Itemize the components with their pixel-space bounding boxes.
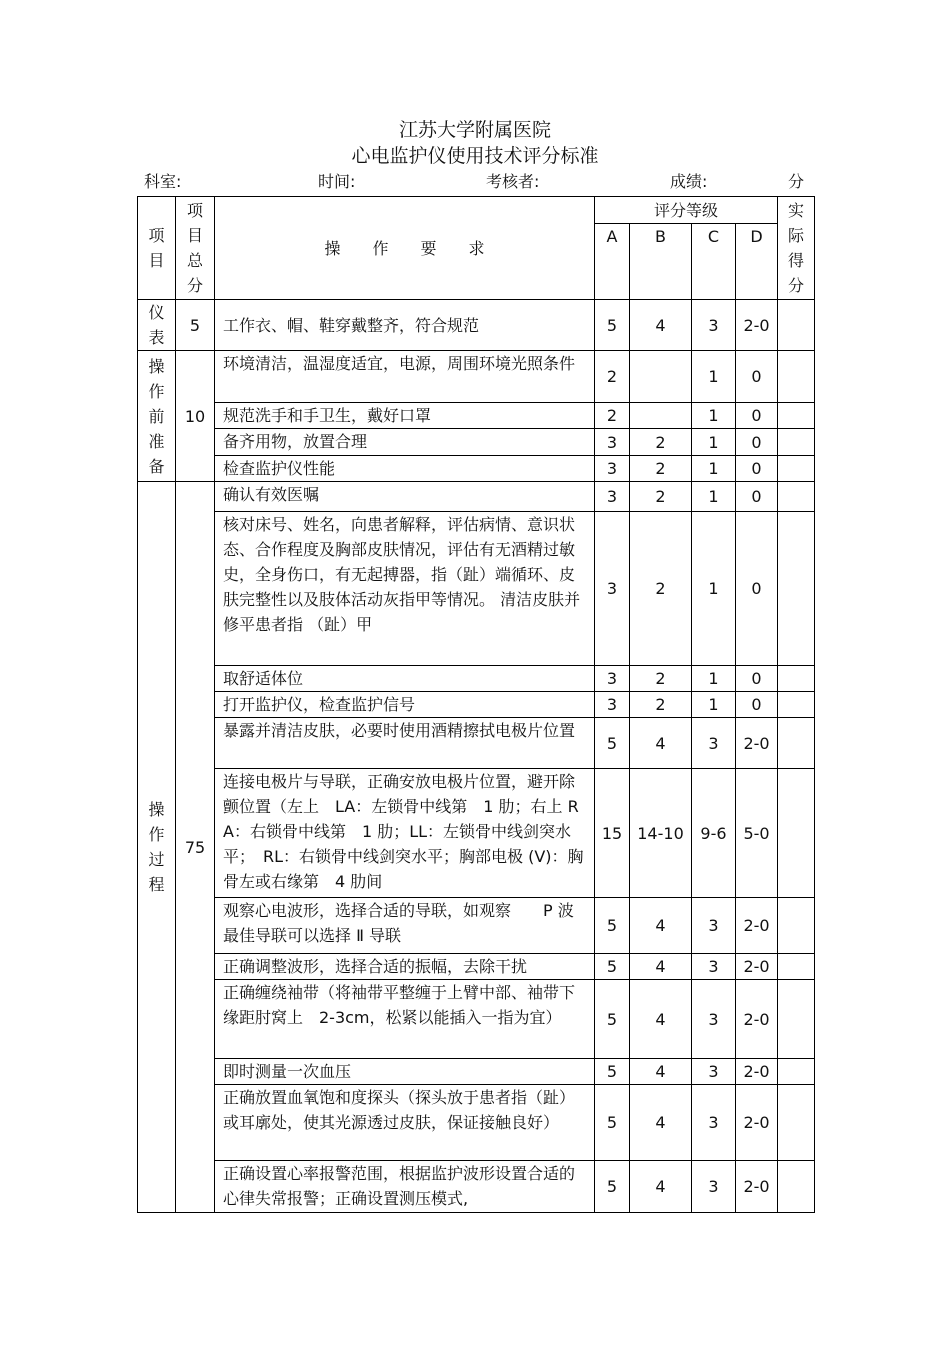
examiner-label: 考核者: xyxy=(486,172,540,191)
requirement-text: 工作衣、帽、鞋穿戴整齐，符合规范 xyxy=(215,300,595,351)
table-row xyxy=(138,980,815,1059)
score-d: 2-0 xyxy=(736,1085,778,1161)
score-a: 2 xyxy=(595,403,630,429)
header-grade-a: A xyxy=(595,224,630,300)
table-row xyxy=(138,429,815,456)
requirement-text: 环境清洁，温湿度适宜，电源，周围环境光照条件 xyxy=(215,351,595,403)
score-a: 5 xyxy=(595,898,630,954)
score-a: 3 xyxy=(595,482,630,512)
score-c: 3 xyxy=(692,980,736,1059)
score-d: 0 xyxy=(736,666,778,692)
score-a: 5 xyxy=(595,1059,630,1085)
score-b xyxy=(630,403,692,429)
score-a: 5 xyxy=(595,718,630,769)
hospital-name: 江苏大学附属医院 xyxy=(398,119,551,141)
score-d: 0 xyxy=(736,512,778,666)
score-b: 4 xyxy=(630,300,692,351)
requirement-text: 观察心电波形，选择合适的导联，如观察 P 波最佳导联可以选择 Ⅱ 导联 xyxy=(215,898,595,954)
score-c: 1 xyxy=(692,512,736,666)
score-d: 0 xyxy=(736,456,778,482)
actual-score-cell[interactable] xyxy=(778,456,815,482)
table-row xyxy=(138,1059,815,1085)
score-b: 2 xyxy=(630,482,692,512)
score-b: 2 xyxy=(630,512,692,666)
scoring-table xyxy=(137,196,815,1213)
score-a: 5 xyxy=(595,1085,630,1161)
score-b: 4 xyxy=(630,954,692,980)
score-d: 2-0 xyxy=(736,954,778,980)
section-name: 操作过程 xyxy=(138,482,176,1213)
score-d: 0 xyxy=(736,482,778,512)
requirement-text: 正确缠绕袖带（将袖带平整缠于上臂中部、袖带下缘距肘窝上 2-3cm，松紧以能插入一指为宜） xyxy=(215,980,595,1059)
score-c: 1 xyxy=(692,351,736,403)
requirement-text: 即时测量一次血压 xyxy=(215,1059,595,1085)
header-actual: 实际得分 xyxy=(778,197,815,300)
score-a: 3 xyxy=(595,456,630,482)
score-b: 4 xyxy=(630,718,692,769)
score-d: 2-0 xyxy=(736,898,778,954)
score-a: 3 xyxy=(595,692,630,718)
score-b: 2 xyxy=(630,666,692,692)
header-grade-d: D xyxy=(736,224,778,300)
table-row xyxy=(138,1161,815,1213)
table-row xyxy=(138,351,815,403)
table-row xyxy=(138,1085,815,1161)
score-c: 3 xyxy=(692,1085,736,1161)
score-c: 3 xyxy=(692,718,736,769)
table-row xyxy=(138,769,815,898)
score-d: 2-0 xyxy=(736,980,778,1059)
actual-score-cell[interactable] xyxy=(778,1085,815,1161)
section-total: 75 xyxy=(176,482,215,1213)
score-c: 3 xyxy=(692,1059,736,1085)
actual-score-cell[interactable] xyxy=(778,482,815,512)
table-row xyxy=(138,692,815,718)
section-total: 5 xyxy=(176,300,215,351)
actual-score-cell[interactable] xyxy=(778,692,815,718)
table-row xyxy=(138,718,815,769)
actual-score-cell[interactable] xyxy=(778,1059,815,1085)
score-b: 14-10 xyxy=(630,769,692,898)
score-d: 2-0 xyxy=(736,718,778,769)
table-row xyxy=(138,512,815,666)
table-row xyxy=(138,403,815,429)
requirement-text: 暴露并清洁皮肤，必要时使用酒精擦拭电极片位置 xyxy=(215,718,595,769)
score-a: 5 xyxy=(595,980,630,1059)
header-grade-b: B xyxy=(630,224,692,300)
actual-score-cell[interactable] xyxy=(778,300,815,351)
table-row xyxy=(138,300,815,351)
requirement-text: 打开监护仪，检查监护信号 xyxy=(215,692,595,718)
requirement-text: 检查监护仪性能 xyxy=(215,456,595,482)
actual-score-cell[interactable] xyxy=(778,898,815,954)
score-a: 5 xyxy=(595,954,630,980)
section-name: 操作前准备 xyxy=(138,351,176,482)
score-d: 0 xyxy=(736,429,778,456)
table-row xyxy=(138,954,815,980)
score-c: 1 xyxy=(692,692,736,718)
score-d: 0 xyxy=(736,692,778,718)
score-c: 3 xyxy=(692,898,736,954)
score-c: 1 xyxy=(692,429,736,456)
requirement-text: 确认有效医嘱 xyxy=(215,482,595,512)
score-d: 2-0 xyxy=(736,1161,778,1213)
actual-score-cell[interactable] xyxy=(778,666,815,692)
actual-score-cell[interactable] xyxy=(778,512,815,666)
requirement-text: 规范洗手和手卫生，戴好口罩 xyxy=(215,403,595,429)
score-d: 0 xyxy=(736,403,778,429)
score-d: 2-0 xyxy=(736,1059,778,1085)
score-d: 5-0 xyxy=(736,769,778,898)
score-b: 4 xyxy=(630,1161,692,1213)
actual-score-cell[interactable] xyxy=(778,718,815,769)
score-c: 9-6 xyxy=(692,769,736,898)
actual-score-cell[interactable] xyxy=(778,1161,815,1213)
score-c: 1 xyxy=(692,482,736,512)
score-c: 3 xyxy=(692,300,736,351)
score-a: 15 xyxy=(595,769,630,898)
score-label: 成绩: xyxy=(670,172,708,191)
section-name: 仪表 xyxy=(138,300,176,351)
score-unit: 分 xyxy=(788,172,805,191)
requirement-text: 核对床号、姓名，向患者解释，评估病情、意识状态、合作程度及胸部皮肤情况，评估有无酒精过敏史，全身伤口，有无起搏器，指（趾）端循环、皮肤完整性以及肢体活动灰指甲等情况。 清洁皮肤并修平患者指 （趾）甲 xyxy=(215,512,595,666)
actual-score-cell[interactable] xyxy=(778,954,815,980)
requirement-text: 取舒适体位 xyxy=(215,666,595,692)
score-d: 0 xyxy=(736,351,778,403)
requirement-text: 正确调整波形，选择合适的振幅，去除干扰 xyxy=(215,954,595,980)
actual-score-cell[interactable] xyxy=(778,351,815,403)
requirement-text: 连接电极片与导联，正确安放电极片位置，避开除颤位置（左上 LA：左锁骨中线第 1 肋；右上 RA：右锁骨中线第 1 肋；LL：左锁骨中线剑突水平； RL：右锁骨中线剑突水平；胸部电极 (V)：胸骨左或右缘第 4 肋间 xyxy=(215,769,595,898)
table-row xyxy=(138,482,815,512)
score-a: 3 xyxy=(595,429,630,456)
score-b: 4 xyxy=(630,1085,692,1161)
requirement-text: 正确放置血氧饱和度探头（探头放于患者指（趾）或耳廓处，使其光源透过皮肤，保证接触良好） xyxy=(215,1085,595,1161)
requirement-text: 备齐用物，放置合理 xyxy=(215,429,595,456)
score-a: 5 xyxy=(595,300,630,351)
score-b xyxy=(630,351,692,403)
score-b: 2 xyxy=(630,429,692,456)
score-d: 2-0 xyxy=(736,300,778,351)
actual-score-cell[interactable] xyxy=(778,980,815,1059)
score-c: 3 xyxy=(692,1161,736,1213)
table-row xyxy=(138,456,815,482)
score-b: 4 xyxy=(630,1059,692,1085)
score-c: 1 xyxy=(692,456,736,482)
department-label: 科室: xyxy=(144,172,182,191)
requirement-text: 正确设置心率报警范围，根据监护波形设置合适的心律失常报警；正确设置测压模式, xyxy=(215,1161,595,1213)
score-b: 4 xyxy=(630,980,692,1059)
score-b: 2 xyxy=(630,456,692,482)
table-row xyxy=(138,666,815,692)
header-grade-c: C xyxy=(692,224,736,300)
header-grade: 评分等级 xyxy=(595,197,778,224)
score-b: 2 xyxy=(630,692,692,718)
actual-score-cell[interactable] xyxy=(778,403,815,429)
score-b: 4 xyxy=(630,898,692,954)
header-item: 项目 xyxy=(138,197,176,300)
time-label: 时间: xyxy=(318,172,356,191)
score-a: 3 xyxy=(595,512,630,666)
document-title: 心电监护仪使用技术评分标准 xyxy=(351,145,599,167)
actual-score-cell[interactable] xyxy=(778,769,815,898)
score-c: 3 xyxy=(692,954,736,980)
score-a: 5 xyxy=(595,1161,630,1213)
actual-score-cell[interactable] xyxy=(778,429,815,456)
header-requirements: 操 作 要 求 xyxy=(215,197,595,300)
score-a: 2 xyxy=(595,351,630,403)
table-row xyxy=(138,898,815,954)
score-c: 1 xyxy=(692,666,736,692)
header-total: 项目总分 xyxy=(176,197,215,300)
score-a: 3 xyxy=(595,666,630,692)
score-c: 1 xyxy=(692,403,736,429)
section-total: 10 xyxy=(176,351,215,482)
